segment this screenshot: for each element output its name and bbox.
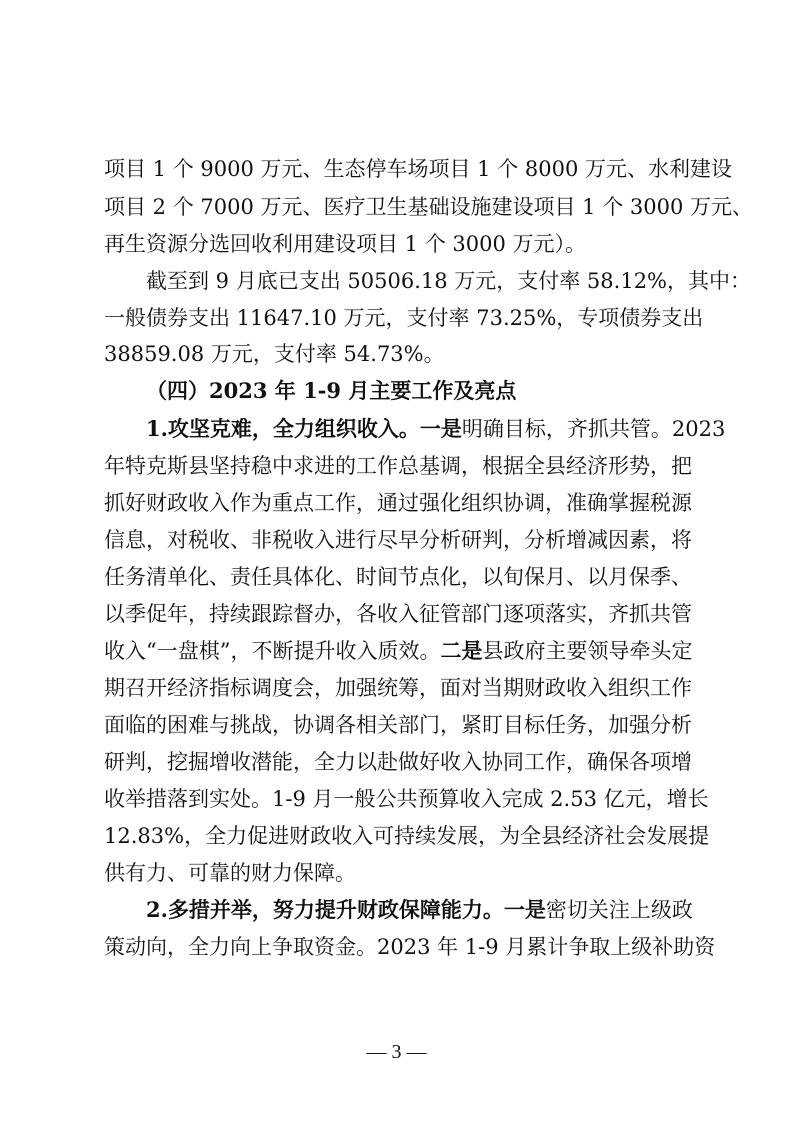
- text-segment: 供有力、可靠的财力保障。: [104, 861, 356, 885]
- text-line: [104, 673, 690, 703]
- text-line: [146, 266, 752, 296]
- text-segment: 项目 2 个 7000 万元、医疗卫生基础设施建设项目 1 个 3000 万元、: [104, 195, 754, 219]
- text-segment: 明确目标，齐抓共管。2023: [461, 417, 726, 441]
- text-line: [104, 192, 754, 222]
- text-segment: 再生资源分选回收利用建设项目 1 个 3000 万元）。: [104, 232, 587, 256]
- text-line: [104, 525, 690, 555]
- text-line: [104, 154, 733, 184]
- bold-text-segment: 一是: [419, 416, 462, 441]
- text-segment: 县政府主要领导牵头定: [482, 639, 693, 663]
- text-line: [104, 562, 690, 592]
- text-line: [104, 858, 690, 888]
- text-segment: 一般债券支出 11647.10 万元，支付率 73.25%，专项债券支出: [104, 306, 704, 330]
- text-line: [104, 636, 693, 666]
- text-segment: 截至到 9 月底已支出 50506.18 万元，支付率 58.12%，其中：: [146, 269, 752, 293]
- text-segment: 策动向，全力向上争取资金。2023 年 1-9 月累计争取上级补助资: [104, 935, 716, 959]
- page-number: — 3 —: [366, 1041, 427, 1063]
- text-segment: 收举措落到实处。1-9 月一般公共预算收入完成 2.53 亿元，增长: [104, 787, 709, 811]
- text-segment: 面临的困难与挑战，协调各相关部门，紧盯目标任务，加强分析: [104, 713, 692, 737]
- text-line: [146, 414, 726, 444]
- text-line: [104, 747, 690, 777]
- text-segment: 38859.08 万元，支付率 54.73%。: [104, 342, 445, 366]
- text-segment: 年特克斯县坚持稳中求进的工作总基调，根据全县经济形势，把: [104, 454, 692, 478]
- text-segment: 期召开经济指标调度会，加强统筹，面对当期财政收入组织工作: [104, 676, 692, 700]
- text-line: [104, 932, 716, 962]
- text-line: [146, 376, 690, 406]
- text-line: [104, 599, 690, 629]
- text-line: [104, 451, 690, 481]
- text-segment: 信息，对税收、非税收入进行尽早分析研判，分析增减因素，将: [104, 528, 692, 552]
- text-line: [146, 895, 693, 925]
- bold-text-segment: （四）2023 年 1-9 月主要工作及亮点: [146, 378, 517, 403]
- text-segment: 项目 1 个 9000 万元、生态停车场项目 1 个 8000 万元、水利建设: [104, 157, 733, 181]
- text-segment: 密切关注上级政: [545, 898, 693, 922]
- bold-text-segment: 2.多措并举，努力提升财政保障能力。: [146, 897, 504, 922]
- text-segment: 以季促年，持续跟踪督办，各收入征管部门逐项落实，齐抓共管: [104, 602, 692, 626]
- text-segment: 抓好财政收入作为重点工作，通过强化组织协调，准确掌握税源: [104, 491, 692, 515]
- bold-text-segment: 一是: [503, 897, 546, 922]
- text-line: [104, 229, 690, 259]
- text-line: [104, 784, 709, 814]
- text-segment: 12.83%，全力促进财政收入可持续发展，为全县经济社会发展提: [104, 824, 710, 848]
- text-segment: 收入“一盘棋”，不断提升收入质效。: [104, 639, 441, 663]
- bold-text-segment: 1.攻坚克难，全力组织收入。: [146, 416, 420, 441]
- text-line: [104, 488, 690, 518]
- text-segment: 研判，挖掘增收潜能，全力以赴做好收入协同工作，确保各项增: [104, 750, 692, 774]
- text-line: [104, 710, 690, 740]
- text-segment: 任务清单化、责任具体化、时间节点化，以旬保月、以月保季、: [104, 565, 692, 589]
- text-line: [104, 303, 704, 333]
- text-line: [104, 339, 690, 369]
- bold-text-segment: 二是: [440, 638, 483, 663]
- text-line: [104, 821, 710, 851]
